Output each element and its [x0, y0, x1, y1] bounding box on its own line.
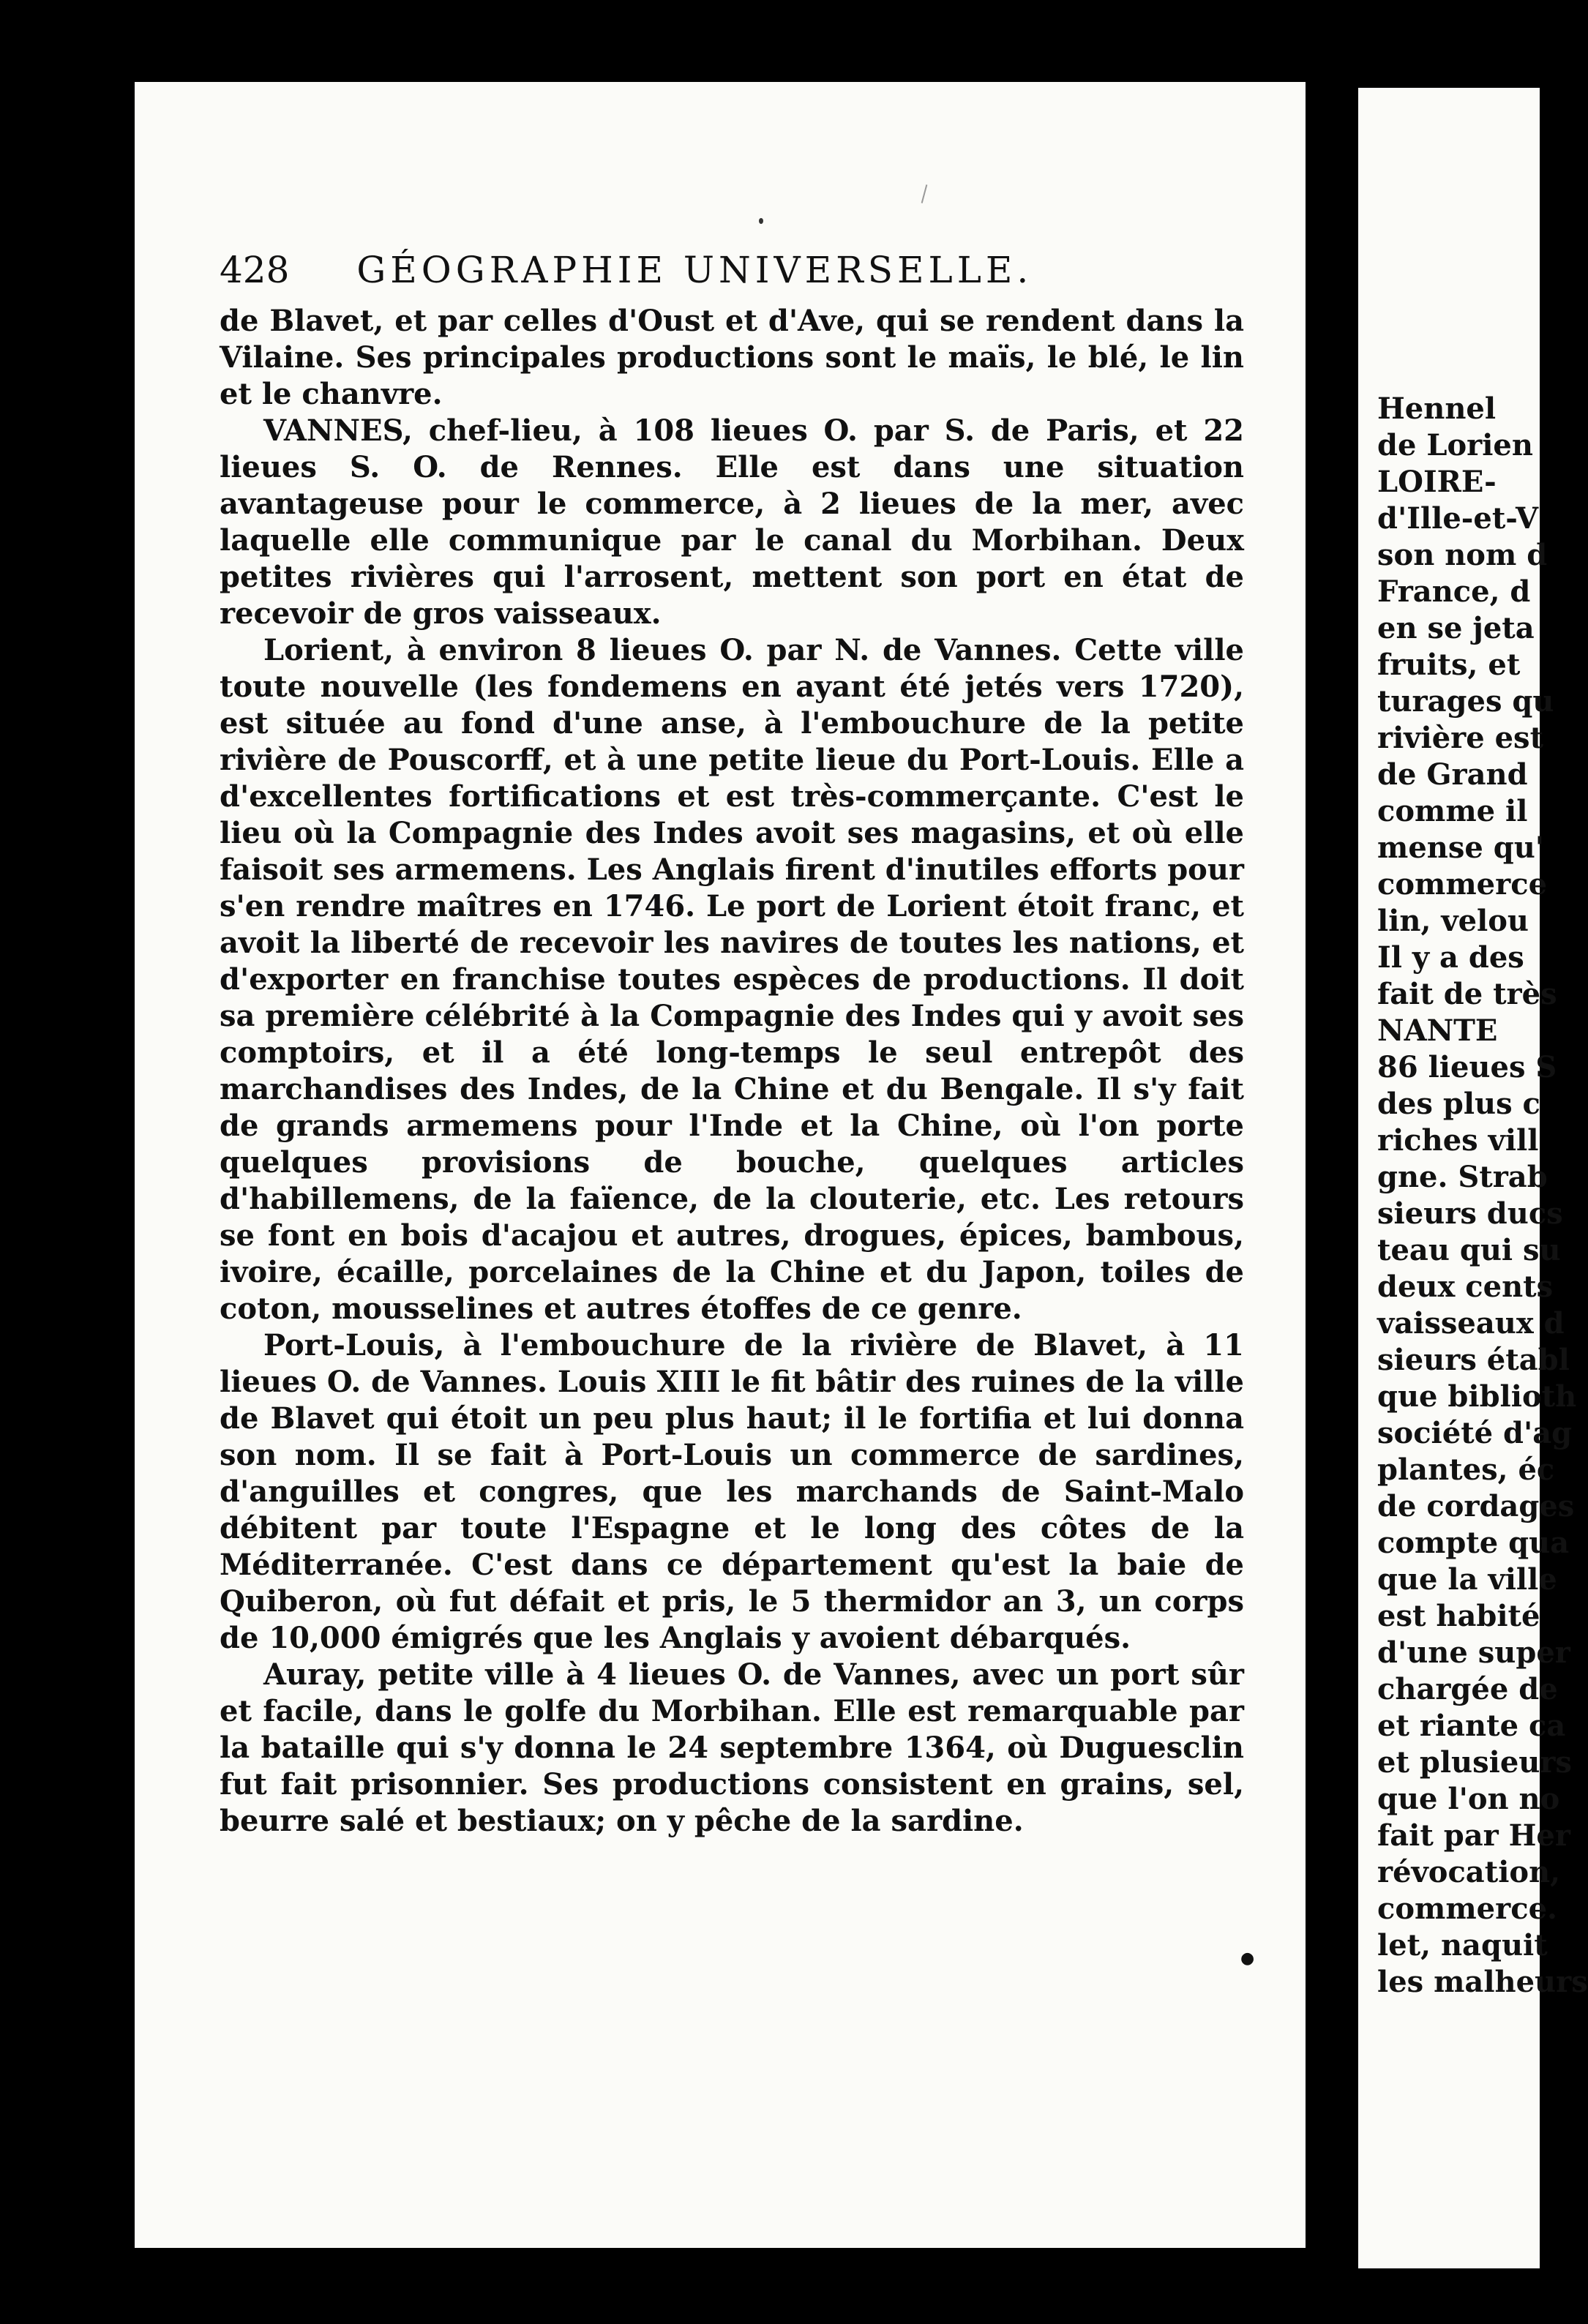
facing-line: mense qu' — [1377, 831, 1545, 865]
facing-line: et riante ca — [1377, 1709, 1566, 1743]
paragraph-1: de Blavet, et par celles d'Oust et d'Ave, qui se rendent dans la Vilaine. Ses principales productions sont le maïs, le blé, le lin et le chanvre. — [220, 304, 1244, 411]
facing-line: fait de très — [1377, 977, 1557, 1011]
facing-line: 86 lieues S — [1377, 1050, 1557, 1084]
facing-page-text — [1377, 391, 1588, 2001]
facing-line: que la ville — [1377, 1562, 1557, 1597]
facing-line: rivière est — [1377, 721, 1544, 755]
facing-line: chargée de — [1377, 1672, 1558, 1706]
facing-line: de cordages — [1377, 1489, 1575, 1523]
facing-line: lin, velou — [1377, 904, 1529, 938]
facing-line: est habité — [1377, 1599, 1540, 1633]
facing-line: en se jeta — [1377, 611, 1535, 645]
facing-page — [1358, 88, 1588, 2268]
facing-line: plantes, éc — [1377, 1452, 1555, 1487]
facing-line: let, naquit — [1377, 1928, 1548, 1963]
facing-line: riches vill — [1377, 1123, 1539, 1158]
facing-line: comme il — [1377, 794, 1528, 828]
paragraph-vannes: VANNES, chef-lieu, à 108 lieues O. par S. de Paris, et 22 lieues S. O. de Rennes. Elle est dans une situation avantageuse pour le commerce, à 2 lieues de la mer, avec laquelle elle communique par le canal du Morbihan. Deux petites rivières qui l'arrosent, mettent son port en état de recevoir de gros vaisseaux. — [220, 413, 1244, 631]
paragraph-lorient: Lorient, à environ 8 lieues O. par N. de Vannes. Cette ville toute nouvelle (les fondemens en ayant été jetés vers 1720), est située au fond d'une anse, à l'embouchure de la petite rivière de Pouscorff, et à une petite lieue du Port-Louis. Elle a d'excellentes fortifications et est très-commerçante. C'est le lieu où la Compagnie des Indes avoit ses magasins, et où elle faisoit ses armemens. Les Anglais firent d'inutiles efforts pour s'en rendre maîtres en 1746. Le port de Lorient étoit franc, et avoit la liberté de recevoir les navires de toutes les nations, et d'exporter en franchise toutes espèces de productions. Il doit sa première célébrité à la Compagnie des Indes qui y avoit ses comptoirs, et il a été long-temps le seul entrepôt des marchandises des Indes, de la Chine et du Bengale. Il s'y fait de grands armemens pour l'Inde et la Chine, où l'on porte quelques provisions de bouche, quelques articles d'habillemens, de la faïence, de la clouterie, etc. Les retours se font en bois d'acajou et autres, drogues, épices, bambous, ivoire, écaille, porcelaines de la Chine et du Japon, toiles de coton, mousselines et autres étoffes de ce genre. — [220, 633, 1244, 1326]
facing-line: NANTE — [1377, 1013, 1498, 1048]
facing-line: turages qu — [1377, 684, 1554, 719]
facing-line: commerce. — [1377, 1892, 1557, 1926]
facing-line: LOIRE- — [1377, 465, 1497, 499]
facing-line: révocation, — [1377, 1855, 1561, 1889]
facing-line: de Lorien — [1377, 428, 1533, 462]
facing-line: sieurs établ — [1377, 1343, 1570, 1377]
facing-line: Il y a des — [1377, 940, 1524, 975]
facing-line: des plus c — [1377, 1087, 1540, 1121]
facing-line: fait par Her — [1377, 1818, 1570, 1853]
facing-line: deux cents — [1377, 1270, 1554, 1304]
running-head — [220, 249, 1237, 291]
facing-line: d'Ille-et-V — [1377, 501, 1539, 536]
paragraph-port-louis: Port-Louis, à l'embouchure de la rivière de Blavet, à 11 lieues O. de Vannes. Louis XIII le fit bâtir des ruines de la ville de Blavet qui étoit un peu plus haut; il le fortifia et lui donna son nom. Il se fait à Port-Louis un commerce de sardines, d'anguilles et congres, que les marchands de Saint-Malo débitent par toute l'Espagne et le long des côtes de la Méditerranée. C'est dans ce département qu'est la baie de Quiberon, où fut défait et pris, le 5 thermidor an 3, un corps de 10,000 émigrés que les Anglais y avoient débarqués. — [220, 1328, 1244, 1655]
facing-line: France, d — [1377, 574, 1531, 609]
facing-line: Hennel — [1377, 391, 1497, 426]
facing-line: compte qua — [1377, 1526, 1570, 1560]
facing-line: vaisseaux d — [1377, 1306, 1565, 1341]
facing-line: de Grand — [1377, 757, 1528, 792]
end-mark-icon: ● — [1240, 1949, 1255, 1968]
facing-line: que l'on no — [1377, 1782, 1560, 1816]
facing-line: sieurs ducs — [1377, 1196, 1563, 1231]
facing-line: teau qui su — [1377, 1233, 1561, 1267]
facing-line: et plusieurs — [1377, 1745, 1572, 1780]
facing-line: société d'ag — [1377, 1416, 1573, 1450]
facing-line: commerce — [1377, 867, 1548, 902]
facing-line: d'une super — [1377, 1635, 1570, 1670]
facing-line: que biblioth — [1377, 1379, 1577, 1414]
facing-line: fruits, et — [1377, 648, 1521, 682]
body-text — [220, 303, 1244, 1840]
page-number: 428 — [220, 249, 290, 291]
paragraph-auray: Auray, petite ville à 4 lieues O. de Vannes, avec un port sûr et facile, dans le golfe du Morbihan. Elle est remarquable par la bataille qui s'y donna le 24 septembre 1364, où Duguesclin fut fait prisonnier. Ses productions consistent en grains, sel, beurre salé et bestiaux; on y pêche de la sardine. — [220, 1657, 1244, 1838]
ink-speck — [759, 218, 763, 224]
facing-line: gne. Strab — [1377, 1160, 1548, 1194]
facing-line: son nom d — [1377, 538, 1548, 572]
facing-line: les malheurs — [1377, 1965, 1588, 1999]
running-title: GÉOGRAPHIE UNIVERSELLE. — [356, 249, 1033, 291]
